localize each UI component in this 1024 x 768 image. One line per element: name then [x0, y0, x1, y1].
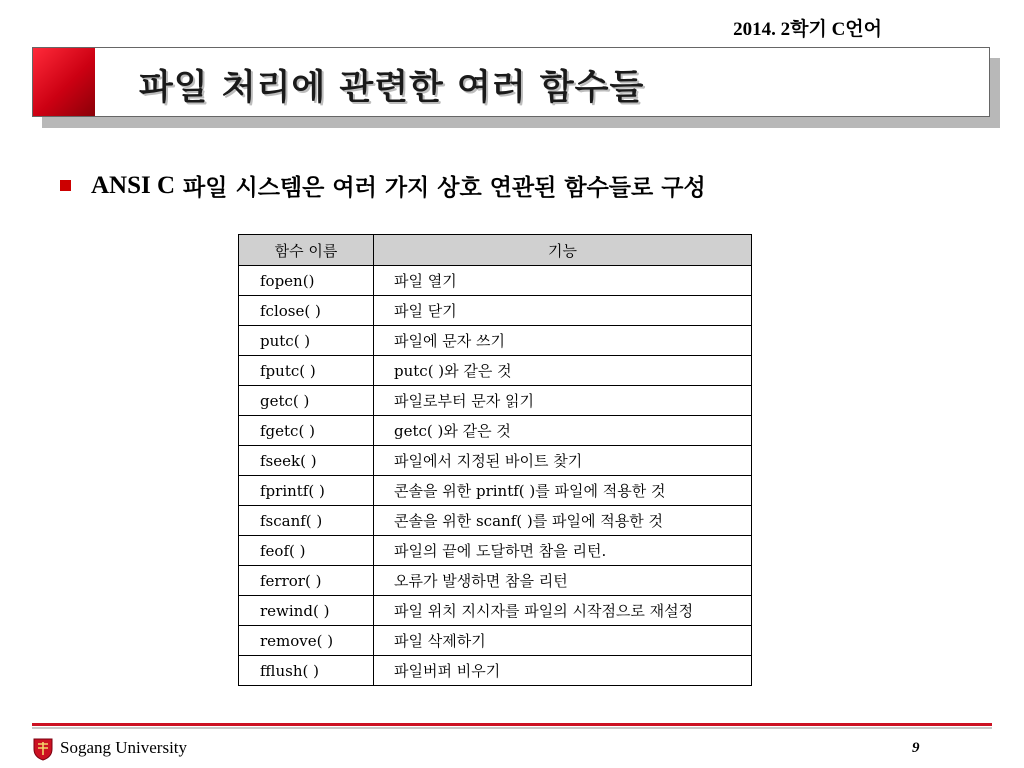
function-name-cell: fscanf( )	[239, 506, 374, 536]
table-row	[239, 536, 752, 566]
slide-title: 파일 처리에 관련한 여러 함수들	[139, 68, 645, 108]
table-row	[239, 566, 752, 596]
function-name-cell: fprintf( )	[239, 476, 374, 506]
header-function-desc: 기능	[374, 235, 752, 266]
function-name-cell: fputc( )	[239, 356, 374, 386]
bullet-prefix: ANSI C	[91, 171, 176, 199]
table-row	[239, 296, 752, 326]
table-row	[239, 356, 752, 386]
footer-divider	[32, 723, 992, 726]
footer-university: Sogang University	[60, 738, 188, 757]
table-row	[239, 506, 752, 536]
table-row	[239, 416, 752, 446]
function-desc-cell: 파일 닫기	[374, 296, 752, 326]
table-row	[239, 266, 752, 296]
function-name-cell: remove( )	[239, 626, 374, 656]
function-desc-cell: 콘솔을 위한 printf( )를 파일에 적용한 것	[374, 476, 752, 506]
table-row	[239, 626, 752, 656]
function-desc-cell: 오류가 발생하면 참을 리턴	[374, 566, 752, 596]
function-desc-cell: 파일 열기	[374, 266, 752, 296]
function-name-cell: fclose( )	[239, 296, 374, 326]
function-name-cell: fflush( )	[239, 656, 374, 686]
function-desc-cell: 콘솔을 위한 scanf( )를 파일에 적용한 것	[374, 506, 752, 536]
table-row	[239, 326, 752, 356]
table-row	[239, 386, 752, 416]
title-accent-block	[33, 48, 95, 116]
course-label: 2014. 2학기 C언어	[733, 19, 882, 40]
footer-divider-shadow	[32, 727, 992, 729]
function-name-cell: feof( )	[239, 536, 374, 566]
function-desc-cell: 파일의 끝에 도달하면 참을 리턴.	[374, 536, 752, 566]
bullet-text: 파일 시스템은 여러 가지 상호 연관된 함수들로 구성	[175, 175, 706, 201]
function-name-cell: fgetc( )	[239, 416, 374, 446]
table-row	[239, 596, 752, 626]
function-name-cell: getc( )	[239, 386, 374, 416]
university-crest-icon	[32, 737, 54, 761]
function-desc-cell: putc( )와 같은 것	[374, 356, 752, 386]
function-name-cell: rewind( )	[239, 596, 374, 626]
table-header-row	[239, 235, 752, 266]
function-name-cell: putc( )	[239, 326, 374, 356]
square-bullet-icon	[60, 180, 71, 191]
function-table	[238, 234, 752, 686]
function-name-cell: fseek( )	[239, 446, 374, 476]
function-desc-cell: 파일에서 지정된 바이트 찾기	[374, 446, 752, 476]
bullet-item	[60, 169, 706, 202]
function-name-cell: fopen()	[239, 266, 374, 296]
function-desc-cell: 파일 삭제하기	[374, 626, 752, 656]
function-desc-cell: 파일버퍼 비우기	[374, 656, 752, 686]
function-desc-cell: 파일 위치 지시자를 파일의 시작점으로 재설정	[374, 596, 752, 626]
table-row	[239, 656, 752, 686]
title-bar	[32, 47, 990, 117]
function-desc-cell: 파일로부터 문자 읽기	[374, 386, 752, 416]
table-row	[239, 446, 752, 476]
table-row	[239, 476, 752, 506]
function-desc-cell: getc( )와 같은 것	[374, 416, 752, 446]
function-name-cell: ferror( )	[239, 566, 374, 596]
page-number: 9	[912, 740, 920, 756]
header-function-name: 함수 이름	[239, 235, 374, 266]
function-desc-cell: 파일에 문자 쓰기	[374, 326, 752, 356]
